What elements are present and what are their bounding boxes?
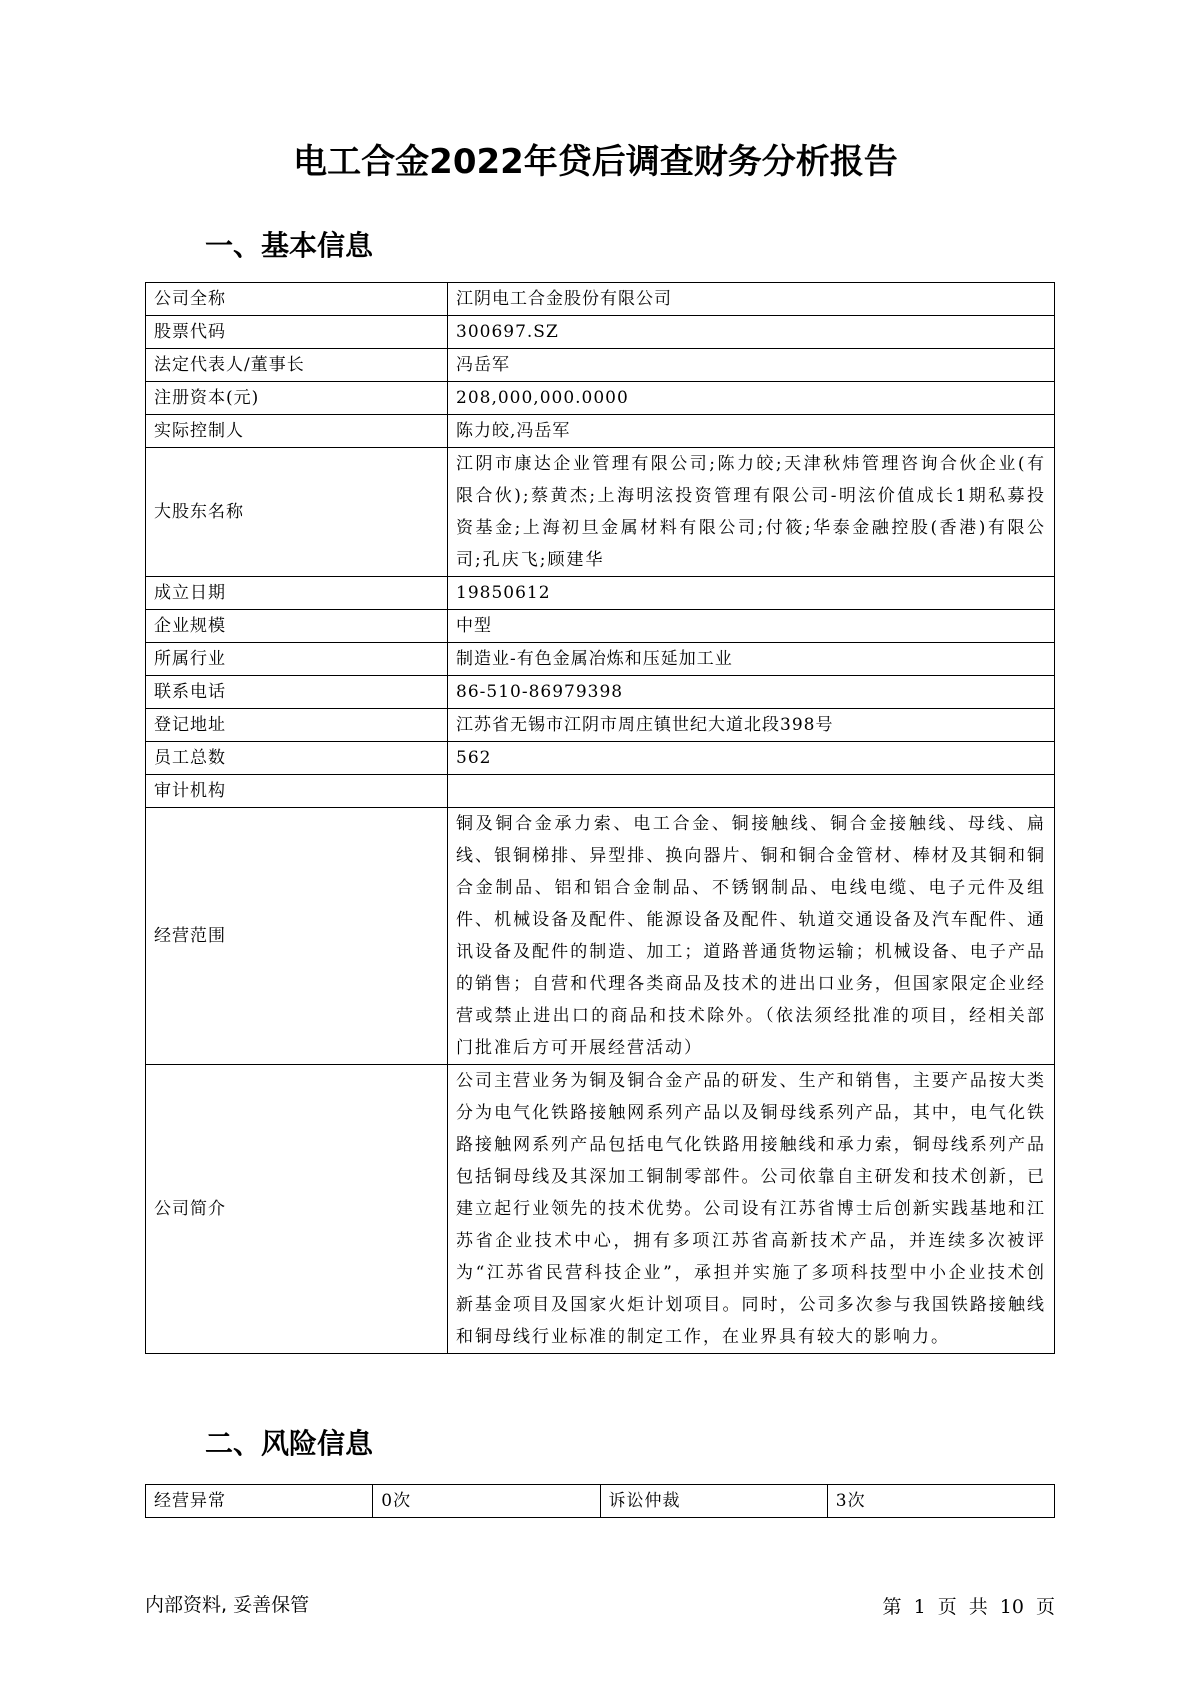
row-value-shareholders: 江阴市康达企业管理有限公司;陈力皎;天津秋炜管理咨询合伙企业(有限合伙);蔡黄杰;上海明泫投资管理有限公司-明泫价值成长1期私募投资基金;上海初旦金属材料有限公司;付筱;华泰金融控股(香港)有限公司;孔庆飞;顾建华 bbox=[448, 448, 1055, 577]
row-label: 公司全称 bbox=[146, 283, 448, 316]
row-label: 大股东名称 bbox=[146, 448, 448, 577]
row-label: 法定代表人/董事长 bbox=[146, 349, 448, 382]
row-label: 所属行业 bbox=[146, 643, 448, 676]
row-label: 公司简介 bbox=[146, 1065, 448, 1354]
footer-page-number: 第 1 页 共 10 页 bbox=[882, 1596, 1055, 1618]
row-value: 86-510-86979398 bbox=[448, 676, 1055, 709]
table-row bbox=[146, 775, 1055, 808]
table-row bbox=[146, 808, 1055, 1065]
row-label: 审计机构 bbox=[146, 775, 448, 808]
row-label: 登记地址 bbox=[146, 709, 448, 742]
table-row bbox=[146, 382, 1055, 415]
table-row bbox=[146, 577, 1055, 610]
row-label: 企业规模 bbox=[146, 610, 448, 643]
table-row bbox=[146, 415, 1055, 448]
table-row bbox=[146, 1485, 1055, 1518]
table-row bbox=[146, 316, 1055, 349]
row-value: 19850612 bbox=[448, 577, 1055, 610]
row-value bbox=[448, 775, 1055, 808]
table-row bbox=[146, 283, 1055, 316]
row-label: 员工总数 bbox=[146, 742, 448, 775]
row-value: 陈力皎,冯岳军 bbox=[448, 415, 1055, 448]
section-heading-risk-info: 二、风险信息 bbox=[205, 1427, 374, 1460]
row-value: 冯岳军 bbox=[448, 349, 1055, 382]
row-label: 经营范围 bbox=[146, 808, 448, 1065]
row-value: 制造业-有色金属冶炼和压延加工业 bbox=[448, 643, 1055, 676]
row-label: 成立日期 bbox=[146, 577, 448, 610]
row-label: 注册资本(元) bbox=[146, 382, 448, 415]
table-row bbox=[146, 643, 1055, 676]
litigation-value: 3次 bbox=[827, 1485, 1054, 1518]
table-row bbox=[146, 709, 1055, 742]
row-value: 562 bbox=[448, 742, 1055, 775]
row-value: 300697.SZ bbox=[448, 316, 1055, 349]
row-label: 联系电话 bbox=[146, 676, 448, 709]
row-label: 股票代码 bbox=[146, 316, 448, 349]
row-value: 江苏省无锡市江阴市周庄镇世纪大道北段398号 bbox=[448, 709, 1055, 742]
table-row bbox=[146, 742, 1055, 775]
section-heading-basic-info: 一、基本信息 bbox=[205, 229, 374, 262]
row-value: 中型 bbox=[448, 610, 1055, 643]
row-value: 江阴电工合金股份有限公司 bbox=[448, 283, 1055, 316]
risk-info-table bbox=[145, 1484, 1055, 1518]
row-value: 208,000,000.0000 bbox=[448, 382, 1055, 415]
table-row bbox=[146, 1065, 1055, 1354]
table-row bbox=[146, 448, 1055, 577]
row-value-company-profile: 公司主营业务为铜及铜合金产品的研发、生产和销售，主要产品按大类分为电气化铁路接触网系列产品以及铜母线系列产品，其中，电气化铁路接触网系列产品包括电气化铁路用接触线和承力索，铜母线系列产品包括铜母线及其深加工铜制零部件。公司依靠自主研发和技术创新，已建立起行业领先的技术优势。公司设有江苏省博士后创新实践基地和江苏省企业技术中心，拥有多项江苏省高新技术产品，并连续多次被评为“江苏省民营科技企业”，承担并实施了多项科技型中小企业技术创新基金项目及国家火炬计划项目。同时，公司多次参与我国铁路接触线和铜母线行业标准的制定工作，在业界具有较大的影响力。 bbox=[448, 1065, 1055, 1354]
row-value-business-scope: 铜及铜合金承力索、电工合金、铜接触线、铜合金接触线、母线、扁线、银铜梯排、异型排、换向器片、铜和铜合金管材、棒材及其铜和铜合金制品、铝和铝合金制品、不锈钢制品、电线电缆、电子元件及组件、机械设备及配件、能源设备及配件、轨道交通设备及汽车配件、通讯设备及配件的制造、加工；道路普通货物运输；机械设备、电子产品的销售；自营和代理各类商品及技术的进出口业务，但国家限定企业经营或禁止进出口的商品和技术除外。（依法须经批准的项目，经相关部门批准后方可开展经营活动） bbox=[448, 808, 1055, 1065]
basic-info-table bbox=[145, 282, 1055, 1354]
litigation-label: 诉讼仲裁 bbox=[600, 1485, 827, 1518]
abnormal-label: 经营异常 bbox=[146, 1485, 373, 1518]
table-row bbox=[146, 610, 1055, 643]
row-label: 实际控制人 bbox=[146, 415, 448, 448]
table-row bbox=[146, 349, 1055, 382]
abnormal-value: 0次 bbox=[373, 1485, 600, 1518]
table-row bbox=[146, 676, 1055, 709]
footer-confidential-note: 内部资料, 妥善保管 bbox=[145, 1594, 310, 1616]
report-title: 电工合金2022年贷后调查财务分析报告 bbox=[293, 142, 898, 182]
